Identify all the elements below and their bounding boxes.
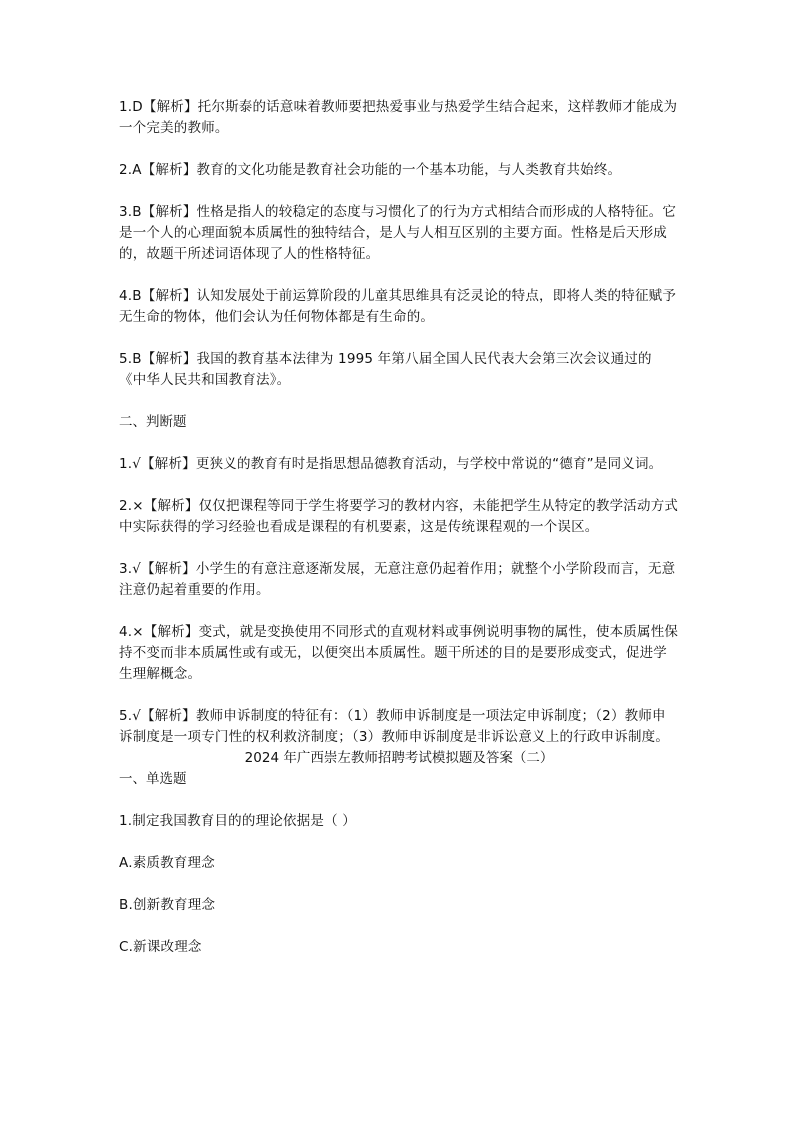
- answer-explanation-2: 2.A【解析】教育的文化功能是教育社会功能的一个基本功能，与人类教育共始终。: [119, 162, 622, 178]
- question-1: 1.制定我国教育目的的理论依据是（ ）: [119, 813, 356, 829]
- answer-explanation-4: 4.B【解析】认知发展处于前运算阶段的儿童其思维具有泛灵论的特点，即将人类的特征赋予无生命的物体，他们会认为任何物体都是有生命的。: [119, 288, 677, 325]
- answer-explanation-3: 3.B【解析】性格是指人的较稳定的态度与习惯化了的行为方式相结合而形成的人格特征。它是一个人的心理面貌本质属性的独特结合，是人与人相互区别的主要方面。性格是后天形成的，故题干所述词语体现了人的性格特征。: [119, 204, 677, 262]
- section-heading-single-choice: 一、单选题: [119, 771, 187, 787]
- document-content: [119, 97, 679, 979]
- judgment-explanation-1: 1.√【解析】更狭义的教育有时是指思想品德教育活动，与学校中常说的“德育”是同义词。: [119, 456, 663, 472]
- exam-title: 2024 年广西崇左教师招聘考试模拟题及答案（二）: [244, 750, 554, 766]
- section-heading-judgment: 二、判断题: [119, 414, 187, 430]
- option-b: B.创新教育理念: [119, 897, 216, 913]
- judgment-explanation-3: 3.√【解析】小学生的有意注意逐渐发展，无意注意仍起着作用；就整个小学阶段而言，无意注意仍起着重要的作用。: [119, 561, 676, 598]
- option-c: C.新课改理念: [119, 939, 202, 955]
- judgment-explanation-4: 4.×【解析】变式，就是变换使用不同形式的直观材料或事例说明事物的属性，使本质属性保持不变而非本质属性或有或无，以便突出本质属性。题干所述的目的是要形成变式，促进学生理解概念。: [119, 624, 679, 682]
- judgment-explanation-5: 5.√【解析】教师申诉制度的特征有：（1）教师申诉制度是一项法定申诉制度；（2）教师申诉制度是一项专门性的权利救济制度；（3）教师申诉制度是非诉讼意义上的行政申诉制度。: [119, 708, 670, 745]
- option-a: A.素质教育理念: [119, 855, 215, 871]
- judgment-explanation-2: 2.×【解析】仅仅把课程等同于学生将要学习的教材内容，未能把学生从特定的教学活动方式中实际获得的学习经验也看成是课程的有机要素，这是传统课程观的一个误区。: [119, 498, 679, 535]
- answer-explanation-1: 1.D【解析】托尔斯泰的话意味着教师要把热爱事业与热爱学生结合起来，这样教师才能成为一个完美的教师。: [119, 99, 678, 136]
- answer-explanation-5: 5.B【解析】我国的教育基本法律为 1995 年第八届全国人民代表大会第三次会议通过的《中华人民共和国教育法》。: [119, 351, 652, 388]
